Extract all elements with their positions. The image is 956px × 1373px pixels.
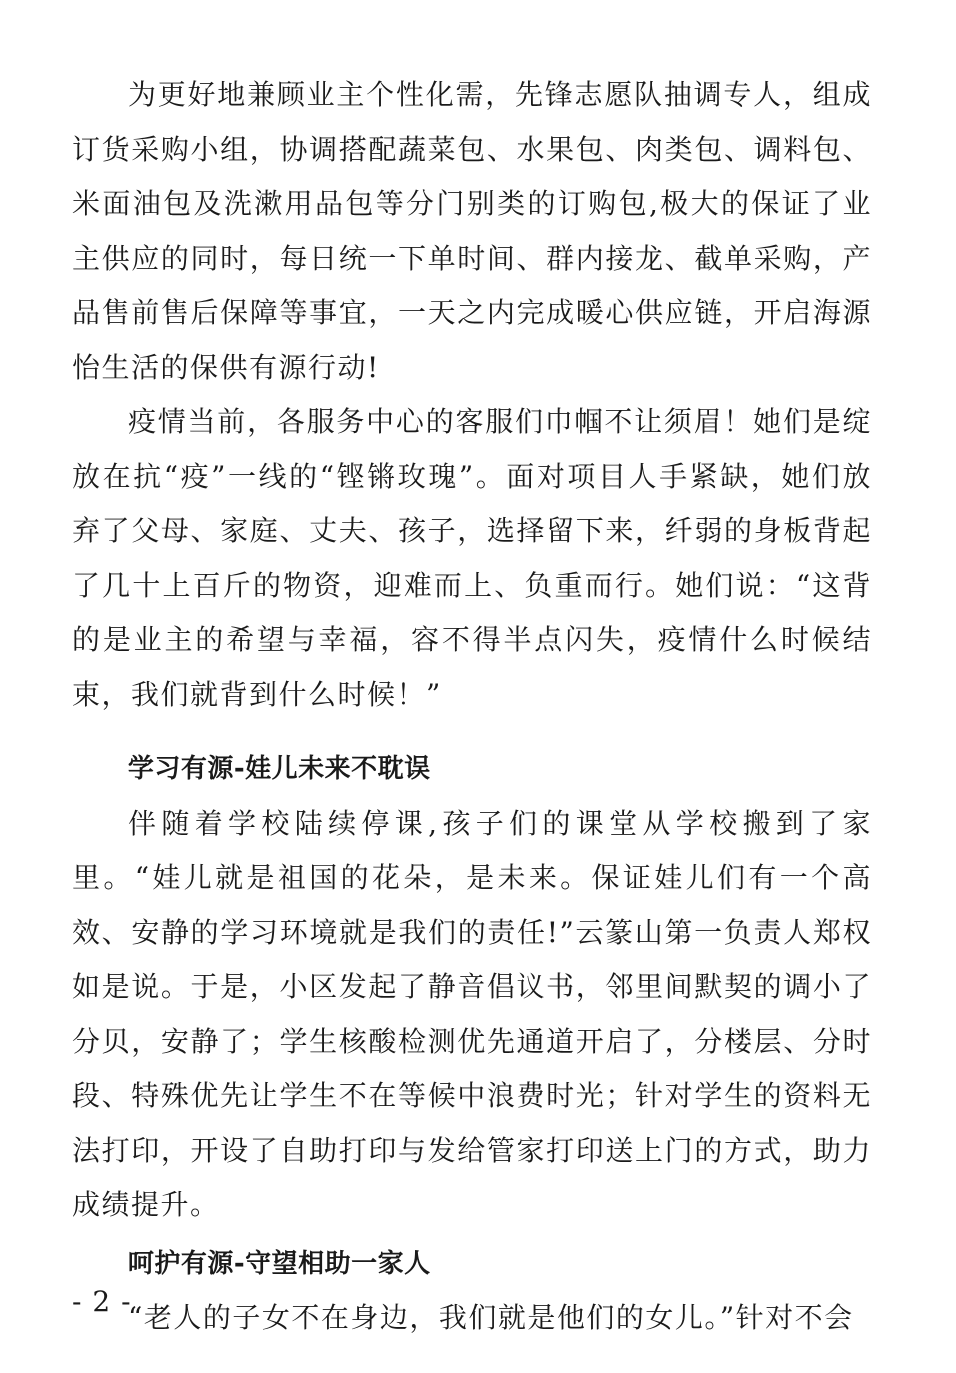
section-heading-care: 呵护有源-守望相助一家人 (127, 1248, 431, 1279)
paragraph-study: 伴随着学校陆续停课,孩子们的课堂从学校搬到了家里。“娃儿就是祖国的花朵，是未来。保证娃儿们有一个高效、安静的学习环境就是我们的责任!”云篆山第一负责人郑权如是说。于是，小区发起了静音倡议书，邻里间默契的调小了分贝，安静了；学生核酸检测优先通道开启了，分楼层、分时段、特殊优先让学生不在等候中浪费时光；针对学生的资料无法打印，开设了自助打印与发给管家打印送上门的方式，助力成绩提升。 (72, 806, 872, 1221)
paragraph-supply-group: 为更好地兼顾业主个性化需，先锋志愿队抽调专人，组成订货采购小组，协调搭配蔬菜包、水果包、肉类包、调料包、米面油包及洗漱用品包等分门别类的订购包,极大的保证了业主供应的同时，每日统一下单时间、群内接龙、截单采购，产品售前售后保障等事宜，一天之内完成暖心供应链，开启海源怡生活的保供有源行动! (72, 78, 872, 384)
page-number: - 2 - (72, 1285, 132, 1318)
paragraph-customer-service: 疫情当前，各服务中心的客服们巾帼不让须眉！她们是绽放在抗“疫”一线的“铿锵玫瑰”。面对项目人手紧缺，她们放弃了父母、家庭、丈夫、孩子，选择留下来，纤弱的身板背起了几十上百斤的物资，迎难而上、负重而行。她们说：“这背的是业主的希望与幸福，容不得半点闪失，疫情什么时候结束，我们就背到什么时候！” (72, 405, 872, 711)
document-body (72, 68, 872, 1346)
paragraph-care: “老人的子女不在身边，我们就是他们的女儿。”针对不会 (128, 1301, 854, 1334)
section-heading-study: 学习有源-娃儿未来不耽误 (127, 754, 431, 784)
